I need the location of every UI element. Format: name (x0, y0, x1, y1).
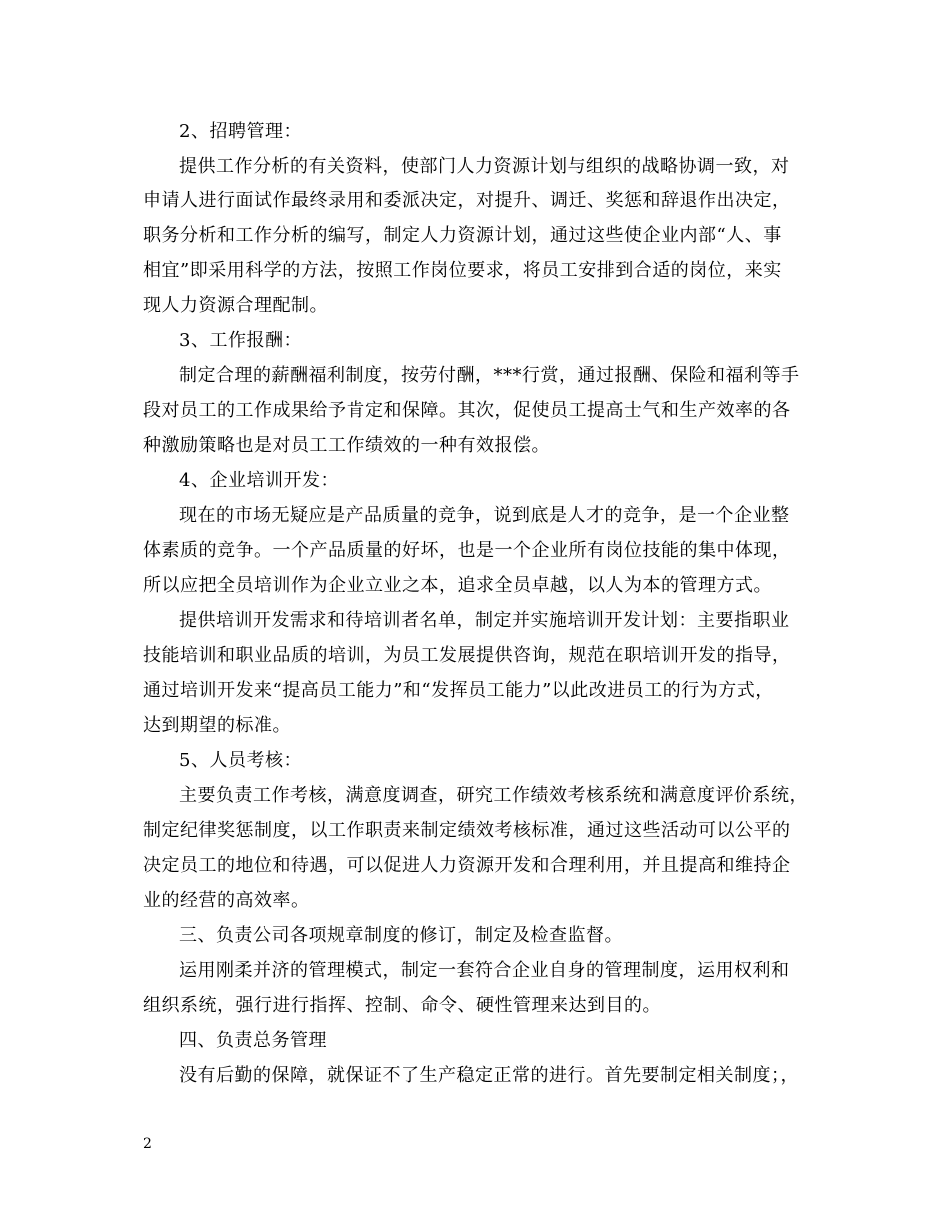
paragraph-line: 通过培训开发来“提高员工能力”和“发挥员工能力”以此改进员工的行为方式， (143, 680, 774, 701)
paragraph-line: 相宜”即采用科学的方法，按照工作岗位要求，将员工安排到合适的岗位，来实 (143, 260, 782, 281)
heading-general-affairs: 四、负责总务管理 (179, 1030, 327, 1051)
paragraph-line: 体素质的竞争。一个产品质量的好坏，也是一个企业所有岗位技能的集中体现， (143, 540, 791, 561)
heading-training: 4、企业培训开发： (179, 470, 339, 491)
paragraph-line: 业的经营的高效率。 (143, 890, 310, 911)
paragraph-line: 没有后勤的保障，就保证不了生产稳定正常的进行。首先要制定相关制度；， (179, 1065, 799, 1086)
paragraph-line: 制定合理的薪酬福利制度，按劳付酬，***行赏，通过报酬、保险和福利等手 (179, 365, 800, 386)
heading-recruitment: 2、招聘管理： (179, 121, 302, 142)
paragraph-line: 制定纪律奖惩制度，以工作职责来制定绩效考核标准，通过这些活动可以公平的 (143, 820, 791, 841)
paragraph-line: 种激励策略也是对员工工作绩效的一种有效报偿。 (143, 435, 550, 456)
paragraph-line: 运用刚柔并济的管理模式，制定一套符合企业自身的管理制度，运用权利和 (179, 960, 790, 981)
paragraph-line: 技能培训和职业品质的培训，为员工发展提供咨询，规范在职培训开发的指导， (143, 645, 791, 666)
paragraph-line: 申请人进行面试作最终录用和委派决定，对提升、调迁、奖惩和辞退作出决定， (143, 190, 791, 211)
page-number: 2 (143, 1136, 152, 1152)
heading-assessment: 5、人员考核： (179, 750, 302, 771)
paragraph-line: 提供工作分析的有关资料，使部门人力资源计划与组织的战略协调一致，对 (179, 156, 790, 177)
paragraph-line: 现在的市场无疑应是产品质量的竞争，说到底是人才的竞争，是一个企业整 (179, 505, 790, 526)
paragraph-line: 所以应把全员培训作为企业立业之本，追求全员卓越，以人为本的管理方式。 (143, 575, 772, 596)
paragraph-line: 达到期望的标准。 (143, 715, 291, 736)
paragraph-line: 提供培训开发需求和待培训者名单，制定并实施培训开发计划：主要指职业 (179, 610, 790, 631)
paragraph-line: 决定员工的地位和待遇，可以促进人力资源开发和合理利用，并且提高和维持企 (143, 855, 791, 876)
paragraph-line: 职务分析和工作分析的编写，制定人力资源计划，通过这些使企业内部“人、事 (143, 225, 782, 246)
paragraph-line: 段对员工的工作成果给予肯定和保障。其次，促使员工提高士气和生产效率的各 (143, 400, 791, 421)
paragraph-line: 组织系统，强行进行指挥、控制、命令、硬性管理来达到目的。 (143, 995, 661, 1016)
heading-compensation: 3、工作报酬： (179, 330, 302, 351)
heading-regulations: 三、负责公司各项规章制度的修订，制定及检查监督。 (179, 925, 623, 946)
paragraph-line: 现人力资源合理配制。 (143, 295, 328, 316)
paragraph-line: 主要负责工作考核，满意度调查，研究工作绩效考核系统和满意度评价系统， (179, 785, 808, 806)
